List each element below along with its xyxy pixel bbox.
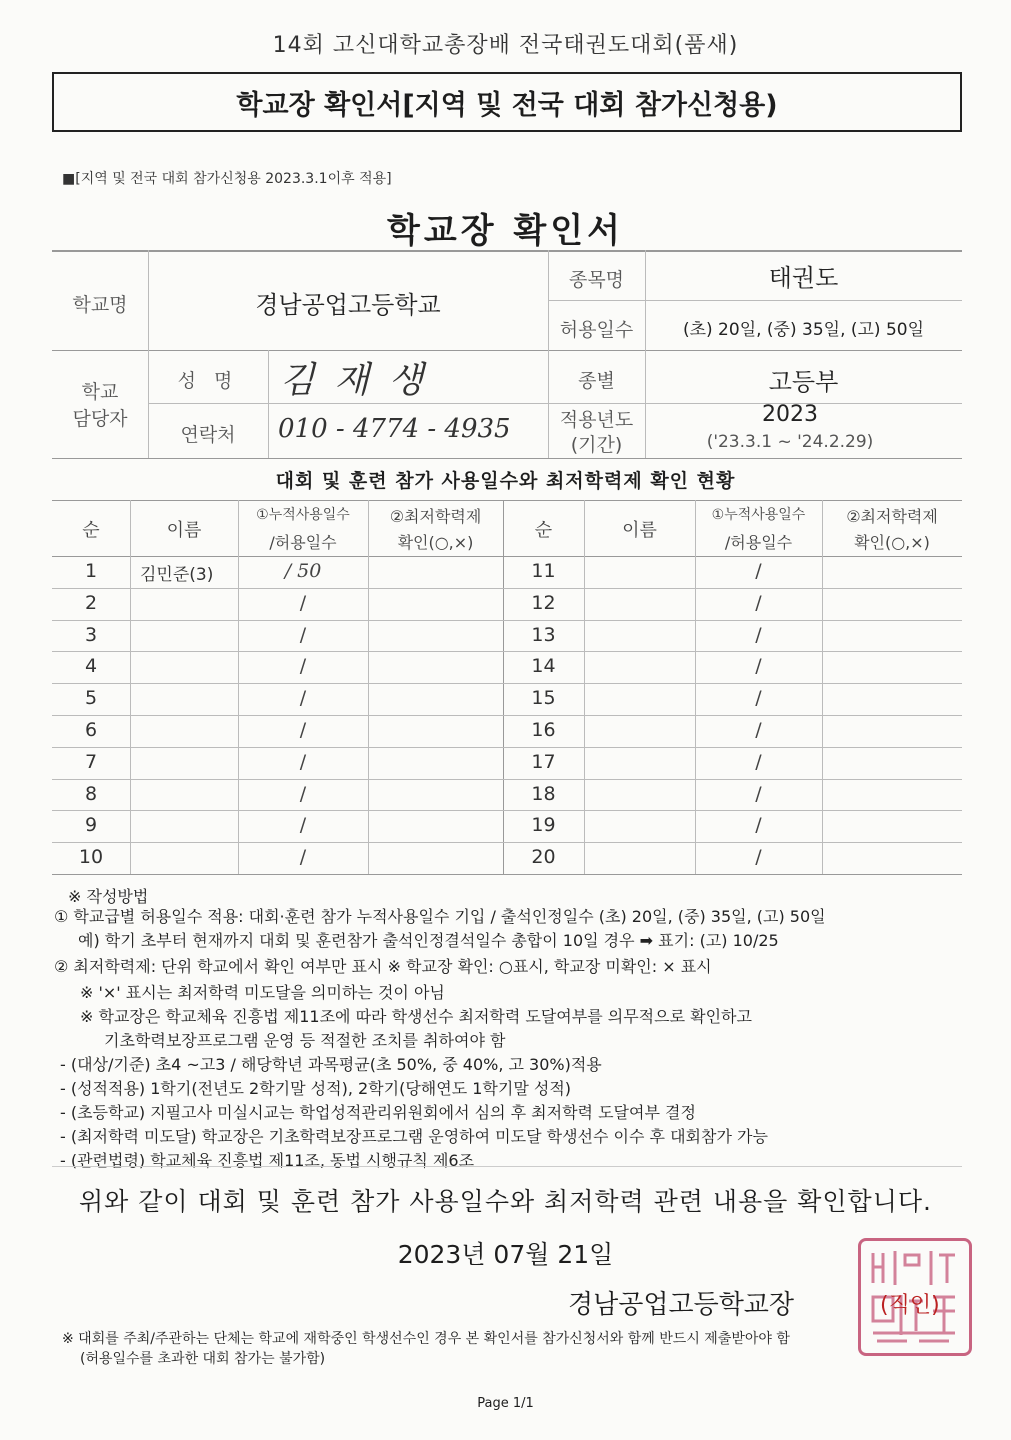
table-row-divider: [52, 651, 962, 652]
info-top-border: [52, 250, 962, 252]
days-cell: /: [755, 591, 762, 614]
col-header-days-sub-right: /허용일수: [724, 533, 793, 552]
page-number: Page 1/1: [477, 1396, 534, 1411]
col-header-check-right: ②최저학력제: [846, 507, 938, 526]
days-cell: /: [755, 782, 762, 805]
row-number: 6: [84, 719, 98, 741]
method-bottom-border: [52, 1166, 962, 1167]
document-title: 학교장 확인서[지역 및 전국 대회 참가신청용): [236, 89, 778, 121]
method-line: ② 최저학력제: 단위 학교에서 확인 여부만 표시 ※ 학교장 확인: ○표시, 학교장 미확인: × 표시: [54, 957, 712, 976]
info-divider: [52, 350, 962, 351]
row-number: 4: [84, 655, 98, 678]
table-col-divider: [368, 500, 369, 874]
col-header-no-right: 순: [534, 520, 553, 541]
method-line: - (관련법령) 학교체육 진흥법 제11조, 동법 시행규칙 제6조: [60, 1151, 475, 1170]
contact-label: 연락처: [180, 424, 236, 446]
method-line: - (성적적용) 1학기(전년도 2학기말 성적), 2학기(당해연도 1학기말 성적): [60, 1079, 572, 1098]
table-row-divider: [52, 747, 962, 748]
row-number: 20: [531, 846, 556, 869]
method-title: ※ 작성방법: [68, 887, 149, 906]
division-label: 종별: [578, 370, 615, 392]
row-number: 14: [531, 655, 556, 678]
row-number: 10: [78, 846, 104, 869]
table-col-divider: [130, 500, 131, 874]
days-cell: /: [299, 655, 307, 678]
table-col-divider: [584, 500, 585, 874]
col-header-check: ②최저학력제: [389, 507, 482, 526]
table-row-divider: [52, 683, 962, 684]
days-cell: /: [299, 623, 307, 646]
method-line: 예) 학기 초부터 현재까지 대회 및 훈련참가 출석인정결석일수 총합이 10일 경우 ➡ 표기: (고) 10/25: [78, 931, 779, 950]
table-header-border: [52, 556, 962, 557]
col-header-days-sub: /허용일수: [269, 533, 337, 552]
days-cell: /: [755, 719, 762, 741]
col-header-name-right: 이름: [622, 520, 657, 541]
days-cell: / 50: [284, 560, 322, 582]
row-number: 13: [531, 623, 556, 646]
days-cell: /: [755, 687, 762, 710]
days-cell: /: [299, 591, 307, 614]
days-cell: /: [755, 623, 762, 646]
school-label: 학교명: [72, 294, 128, 316]
info-divider: [548, 300, 962, 301]
event-title: 14회 고신대학교총장배 전국태권도대회(품새): [272, 33, 739, 58]
year-value: 2023: [762, 402, 818, 427]
contact-handwritten: 010 - 4774 - 4935: [278, 414, 511, 444]
info-col-divider: [268, 350, 269, 458]
row-number: 11: [531, 560, 556, 582]
sport-value: 태권도: [768, 264, 839, 292]
method-line: ※ 학교장은 학교체육 진흥법 제11조에 따라 학생선수 최저학력 도달여부를 의무적으로 확인하고: [80, 1007, 752, 1026]
usage-note: ■[지역 및 전국 대회 참가신청용 2023.3.1이후 적용]: [62, 171, 392, 187]
manager-label-line1: 학교: [81, 381, 119, 403]
row-number: 3: [84, 623, 98, 646]
student-name: 김민준(3): [140, 565, 214, 585]
table-row-divider: [52, 588, 962, 589]
allow-days-label: 허용일수: [559, 319, 634, 341]
method-line: 기초학력보장프로그램 운영 등 적절한 조치를 취하여야 함: [104, 1031, 506, 1050]
table-row-divider: [52, 842, 962, 843]
table-col-divider: [822, 500, 823, 874]
days-cell: /: [299, 814, 307, 837]
row-number: 18: [531, 782, 556, 805]
table-heading: 대회 및 훈련 참가 사용일수와 최저학력제 확인 현황: [275, 470, 736, 492]
days-cell: /: [755, 560, 762, 582]
table-row-divider: [52, 779, 962, 780]
table-row-divider: [52, 620, 962, 621]
row-number: 9: [84, 814, 98, 837]
seal-label: (직인): [880, 1293, 940, 1318]
row-number: 1: [84, 560, 98, 582]
days-cell: /: [299, 719, 307, 741]
info-divider: [52, 458, 962, 459]
table-row-divider: [52, 715, 962, 716]
row-number: 12: [531, 591, 556, 614]
method-line: - (대상/기준) 초4 ~고3 / 해당학년 과목평균(초 50%, 중 40%, 고 30%)적용: [60, 1055, 602, 1074]
principal-name: 경남공업고등학교장: [568, 1290, 795, 1320]
days-cell: /: [299, 687, 307, 710]
method-line: ※ '×' 표시는 최저학력 미도달을 의미하는 것이 아님: [80, 983, 445, 1002]
method-line: - (초등학교) 지필고사 미실시교는 학업성적관리위원회에서 심의 후 최저학력 도달여부 결정: [60, 1103, 696, 1122]
period-value: ('23.3.1 ~ '24.2.29): [706, 432, 874, 452]
row-number: 8: [84, 782, 98, 805]
days-cell: /: [755, 750, 762, 773]
table-bottom-border: [52, 874, 962, 875]
row-number: 19: [531, 814, 556, 837]
manager-name-handwritten: 김 재 생: [280, 360, 428, 401]
row-number: 2: [84, 591, 98, 614]
days-cell: /: [299, 782, 307, 805]
days-cell: /: [299, 846, 307, 869]
col-header-no: 순: [82, 520, 100, 541]
row-number: 5: [84, 687, 98, 710]
days-cell: /: [755, 846, 762, 869]
row-number: 16: [531, 719, 556, 741]
confirmation-statement: 위와 같이 대회 및 훈련 참가 사용일수와 최저학력 관련 내용을 확인합니다.: [79, 1187, 932, 1216]
row-number: 7: [84, 750, 98, 773]
year-label-line2: (기간): [570, 434, 623, 456]
manager-label-line2: 담당자: [72, 408, 128, 430]
method-line: ① 학교급별 허용일수 적용: 대회·훈련 참가 누적사용일수 기입 / 출석인정일수 (초) 20일, (중) 35일, (고) 50일: [54, 907, 826, 926]
days-cell: /: [755, 655, 762, 678]
issue-date: 2023년 07월 21일: [397, 1240, 614, 1269]
document-title-box: [52, 72, 962, 132]
division-value: 고등부: [768, 368, 839, 396]
footnote-line2: (허용일수를 초과한 대회 참가는 불가함): [80, 1351, 326, 1367]
col-header-name: 이름: [166, 520, 202, 541]
school-value: 경남공업고등학교: [255, 291, 441, 319]
col-header-days: ①누적사용일수: [256, 507, 350, 523]
allow-days-value: (초) 20일, (중) 35일, (고) 50일: [682, 320, 925, 340]
form-title: 학교장 확인서: [387, 211, 624, 251]
year-label-line1: 적용년도: [559, 409, 634, 431]
days-cell: /: [755, 814, 762, 837]
name-label: 성 명: [177, 370, 239, 392]
days-cell: /: [299, 750, 307, 773]
row-number: 17: [531, 750, 556, 773]
method-line: - (최저학력 미도달) 학교장은 기초학력보장프로그램 운영하여 미도달 학생선수 이수 후 대회참가 가능: [60, 1127, 768, 1146]
table-top-border: [52, 500, 962, 501]
col-header-check-sub-right: 확인(○,×): [854, 533, 930, 552]
table-row-divider: [52, 810, 962, 811]
col-header-check-sub: 확인(○,×): [397, 533, 474, 552]
footnote-line1: ※ 대회를 주최/주관하는 단체는 학교에 재학중인 학생선수인 경우 본 확인서를 참가신청서와 함께 반드시 제출받아야 함: [62, 1331, 790, 1347]
sport-label: 종목명: [568, 269, 625, 291]
col-header-days-right: ①누적사용일수: [711, 507, 806, 523]
row-number: 15: [531, 687, 556, 710]
